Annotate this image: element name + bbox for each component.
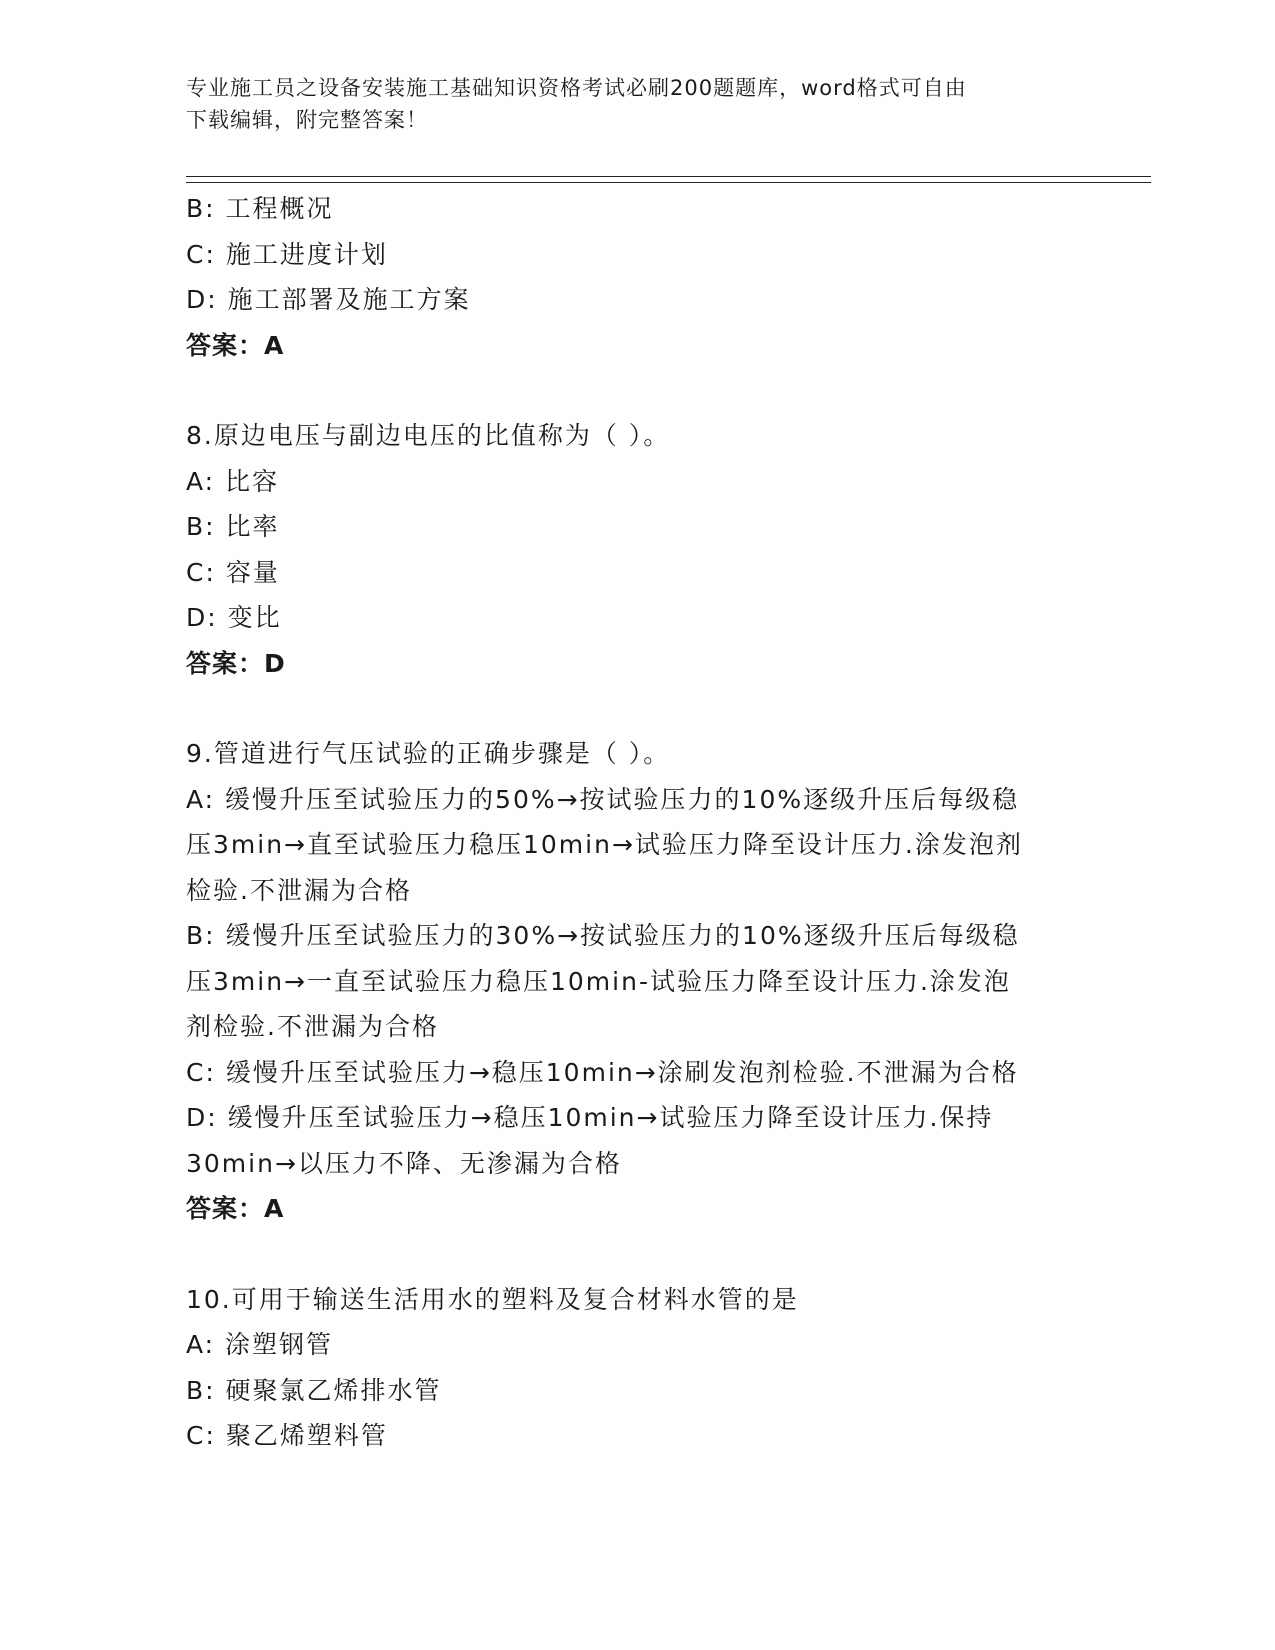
- option-a-line-3: 检验.不泄漏为合格: [186, 875, 412, 905]
- option-d-line-1: D: 缓慢升压至试验压力→稳压10min→试验压力降至设计压力.保持: [186, 1103, 994, 1132]
- option-a: A: 涂塑钢管: [186, 1330, 334, 1359]
- question-text: 10.可用于输送生活用水的塑料及复合材料水管的是: [186, 1284, 799, 1314]
- option-a-line-1: A: 缓慢升压至试验压力的50%→按试验压力的10%逐级升压后每级稳: [186, 784, 1020, 814]
- header-title-line-1: 专业施工员之设备安装施工基础知识资格考试必刷200题题库，word格式可自由: [186, 76, 967, 100]
- option-d: D: 变比: [186, 603, 282, 632]
- option-b-line-2: 压3min→一直至试验压力稳压10min-试验压力降至设计压力.涂发泡: [186, 966, 1011, 996]
- answer: 答案：D: [186, 648, 286, 678]
- question-text: 9.管道进行气压试验的正确步骤是（ ）。: [186, 739, 671, 768]
- option-c: C: 容量: [186, 557, 280, 587]
- option-c: C: 聚乙烯塑料管: [186, 1421, 388, 1450]
- question-list: [186, 186, 1086, 1459]
- question-10: [186, 1277, 1086, 1459]
- option-b: B: 工程概况: [186, 194, 334, 223]
- header-divider-top: [186, 176, 1151, 177]
- question-text: 8.原边电压与副边电压的比值称为（ ）。: [186, 421, 671, 450]
- option-c-line-1: C: 缓慢升压至试验压力→稳压10min→涂刷发泡剂检验.不泄漏为合格: [186, 1057, 1019, 1087]
- option-b: B: 硬聚氯乙烯排水管: [186, 1375, 442, 1405]
- document-header: [186, 72, 1086, 136]
- option-b: B: 比率: [186, 512, 280, 541]
- option-a-line-2: 压3min→直至试验压力稳压10min→试验压力降至设计压力.涂发泡剂: [186, 830, 1023, 859]
- answer: 答案：A: [186, 1194, 285, 1223]
- question-9: [186, 731, 1086, 1232]
- option-b-line-3: 剂检验.不泄漏为合格: [186, 1012, 439, 1041]
- header-divider-bottom: [186, 182, 1151, 183]
- option-d: D: 施工部署及施工方案: [186, 285, 471, 314]
- option-a: A: 比容: [186, 466, 280, 496]
- option-b-line-1: B: 缓慢升压至试验压力的30%→按试验压力的10%逐级升压后每级稳: [186, 921, 1020, 950]
- header-title-line-2: 下载编辑，附完整答案！: [186, 108, 428, 132]
- question-7: [186, 186, 1086, 368]
- answer: 答案：A: [186, 330, 285, 360]
- question-8: [186, 413, 1086, 686]
- option-d-line-2: 30min→以压力不降、无渗漏为合格: [186, 1148, 622, 1178]
- option-c: C: 施工进度计划: [186, 239, 388, 269]
